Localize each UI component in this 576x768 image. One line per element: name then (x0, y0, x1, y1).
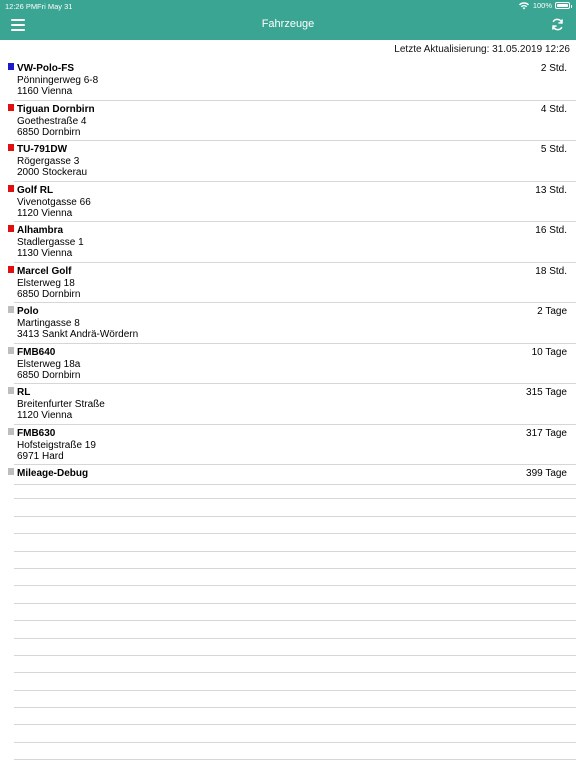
vehicle-last-seen: 2 Std. (540, 63, 567, 74)
vehicle-street: Rögergasse 3 (17, 156, 80, 167)
status-marker (8, 104, 14, 111)
vehicle-street: Breitenfurter Straße (17, 399, 105, 410)
empty-row-separator (14, 691, 576, 708)
vehicle-city: 1120 Vienna (17, 410, 73, 421)
empty-row-separator (14, 673, 576, 690)
status-marker (8, 347, 14, 354)
last-update-label: Letzte Aktualisierung: 31.05.2019 12:26 (394, 44, 570, 55)
empty-row-separator (14, 604, 576, 621)
empty-row-separator (14, 569, 576, 586)
status-marker (8, 63, 14, 70)
vehicle-row[interactable] (14, 141, 576, 182)
empty-row-separator (14, 743, 576, 760)
vehicle-city: 6850 Dornbirn (17, 288, 81, 300)
status-marker (8, 387, 14, 394)
status-marker (8, 266, 14, 273)
vehicle-street: Stadlergasse 1 (17, 237, 84, 248)
vehicle-last-seen: 10 Tage (531, 346, 567, 358)
empty-row-separator (14, 725, 576, 742)
vehicle-name: Mileage-Debug (17, 468, 89, 479)
vehicle-row[interactable] (14, 425, 576, 466)
vehicle-row[interactable] (14, 182, 576, 223)
vehicle-name: FMB640 (17, 346, 56, 358)
vehicle-name: Marcel Golf (17, 265, 72, 277)
vehicle-city: 1130 Vienna (17, 248, 73, 259)
status-bar (0, 0, 576, 12)
vehicle-street: Vivenotgasse 66 (17, 196, 91, 208)
vehicle-street: Elsterweg 18 (17, 277, 75, 289)
vehicle-name: VW-Polo-FS (17, 63, 75, 74)
vehicle-city: 2000 Stockerau (17, 167, 88, 178)
vehicle-city: 1160 Vienna (17, 86, 73, 97)
empty-row-separator (14, 708, 576, 725)
vehicle-last-seen: 16 Std. (535, 225, 567, 236)
vehicle-street: Elsterweg 18a (17, 358, 81, 370)
status-date: Fri May 31 (37, 2, 73, 11)
vehicle-city: 1120 Vienna (17, 207, 73, 219)
status-marker (8, 144, 14, 151)
status-marker (8, 306, 14, 313)
status-marker (8, 225, 14, 232)
refresh-icon[interactable] (551, 18, 564, 31)
vehicle-last-seen: 4 Std. (540, 103, 567, 115)
vehicle-row[interactable] (14, 344, 576, 385)
vehicle-last-seen: 5 Std. (540, 144, 567, 155)
vehicle-city: 6850 Dornbirn (17, 369, 81, 381)
empty-row-separator (14, 482, 576, 499)
status-time: 12:26 PM (5, 2, 38, 11)
vehicle-name: Golf RL (17, 184, 54, 196)
vehicle-street: Goethestraße 4 (17, 115, 87, 127)
empty-row-separator (14, 534, 576, 551)
vehicle-list (0, 60, 576, 485)
wifi-icon (519, 2, 529, 10)
empty-row-separator (14, 621, 576, 638)
status-marker (8, 428, 14, 435)
status-marker (8, 185, 14, 192)
vehicle-city: 6971 Hard (17, 450, 64, 462)
vehicle-name: Tiguan Dornbirn (17, 103, 95, 115)
empty-row-separator (14, 639, 576, 656)
vehicle-last-seen: 2 Tage (537, 306, 567, 317)
vehicle-last-seen: 315 Tage (526, 387, 567, 398)
empty-row-separator (14, 517, 576, 534)
vehicle-row[interactable] (14, 384, 576, 425)
vehicle-street: Hofsteigstraße 19 (17, 439, 96, 451)
vehicle-row[interactable] (14, 263, 576, 304)
vehicle-city: 3413 Sankt Andrä-Wördern (17, 329, 139, 340)
vehicle-street: Pönningerweg 6-8 (17, 75, 99, 86)
empty-row-separator (14, 656, 576, 673)
page-title: Fahrzeuge (261, 18, 315, 30)
vehicle-name: TU-791DW (17, 144, 68, 155)
vehicle-street: Martingasse 8 (17, 318, 80, 329)
vehicle-row[interactable] (14, 101, 576, 142)
status-marker (8, 468, 14, 475)
vehicle-last-seen: 317 Tage (526, 427, 567, 439)
vehicle-name: RL (17, 387, 31, 398)
vehicle-last-seen: 18 Std. (535, 265, 567, 277)
vehicle-last-seen: 399 Tage (526, 468, 567, 479)
vehicle-row[interactable] (14, 60, 576, 101)
empty-row-separator (14, 552, 576, 569)
vehicle-city: 6850 Dornbirn (17, 126, 81, 138)
empty-row-separator (14, 586, 576, 603)
vehicle-row[interactable] (14, 222, 576, 263)
vehicle-last-seen: 13 Std. (535, 184, 567, 196)
battery-percent: 100% (532, 1, 552, 10)
empty-list-rows (14, 482, 576, 760)
vehicle-name: Alhambra (17, 225, 64, 236)
battery-icon (555, 2, 570, 9)
vehicle-row[interactable] (14, 303, 576, 344)
vehicle-name: FMB630 (17, 427, 56, 439)
vehicle-name: Polo (17, 306, 39, 317)
empty-row-separator (14, 499, 576, 516)
status-right (519, 1, 570, 10)
